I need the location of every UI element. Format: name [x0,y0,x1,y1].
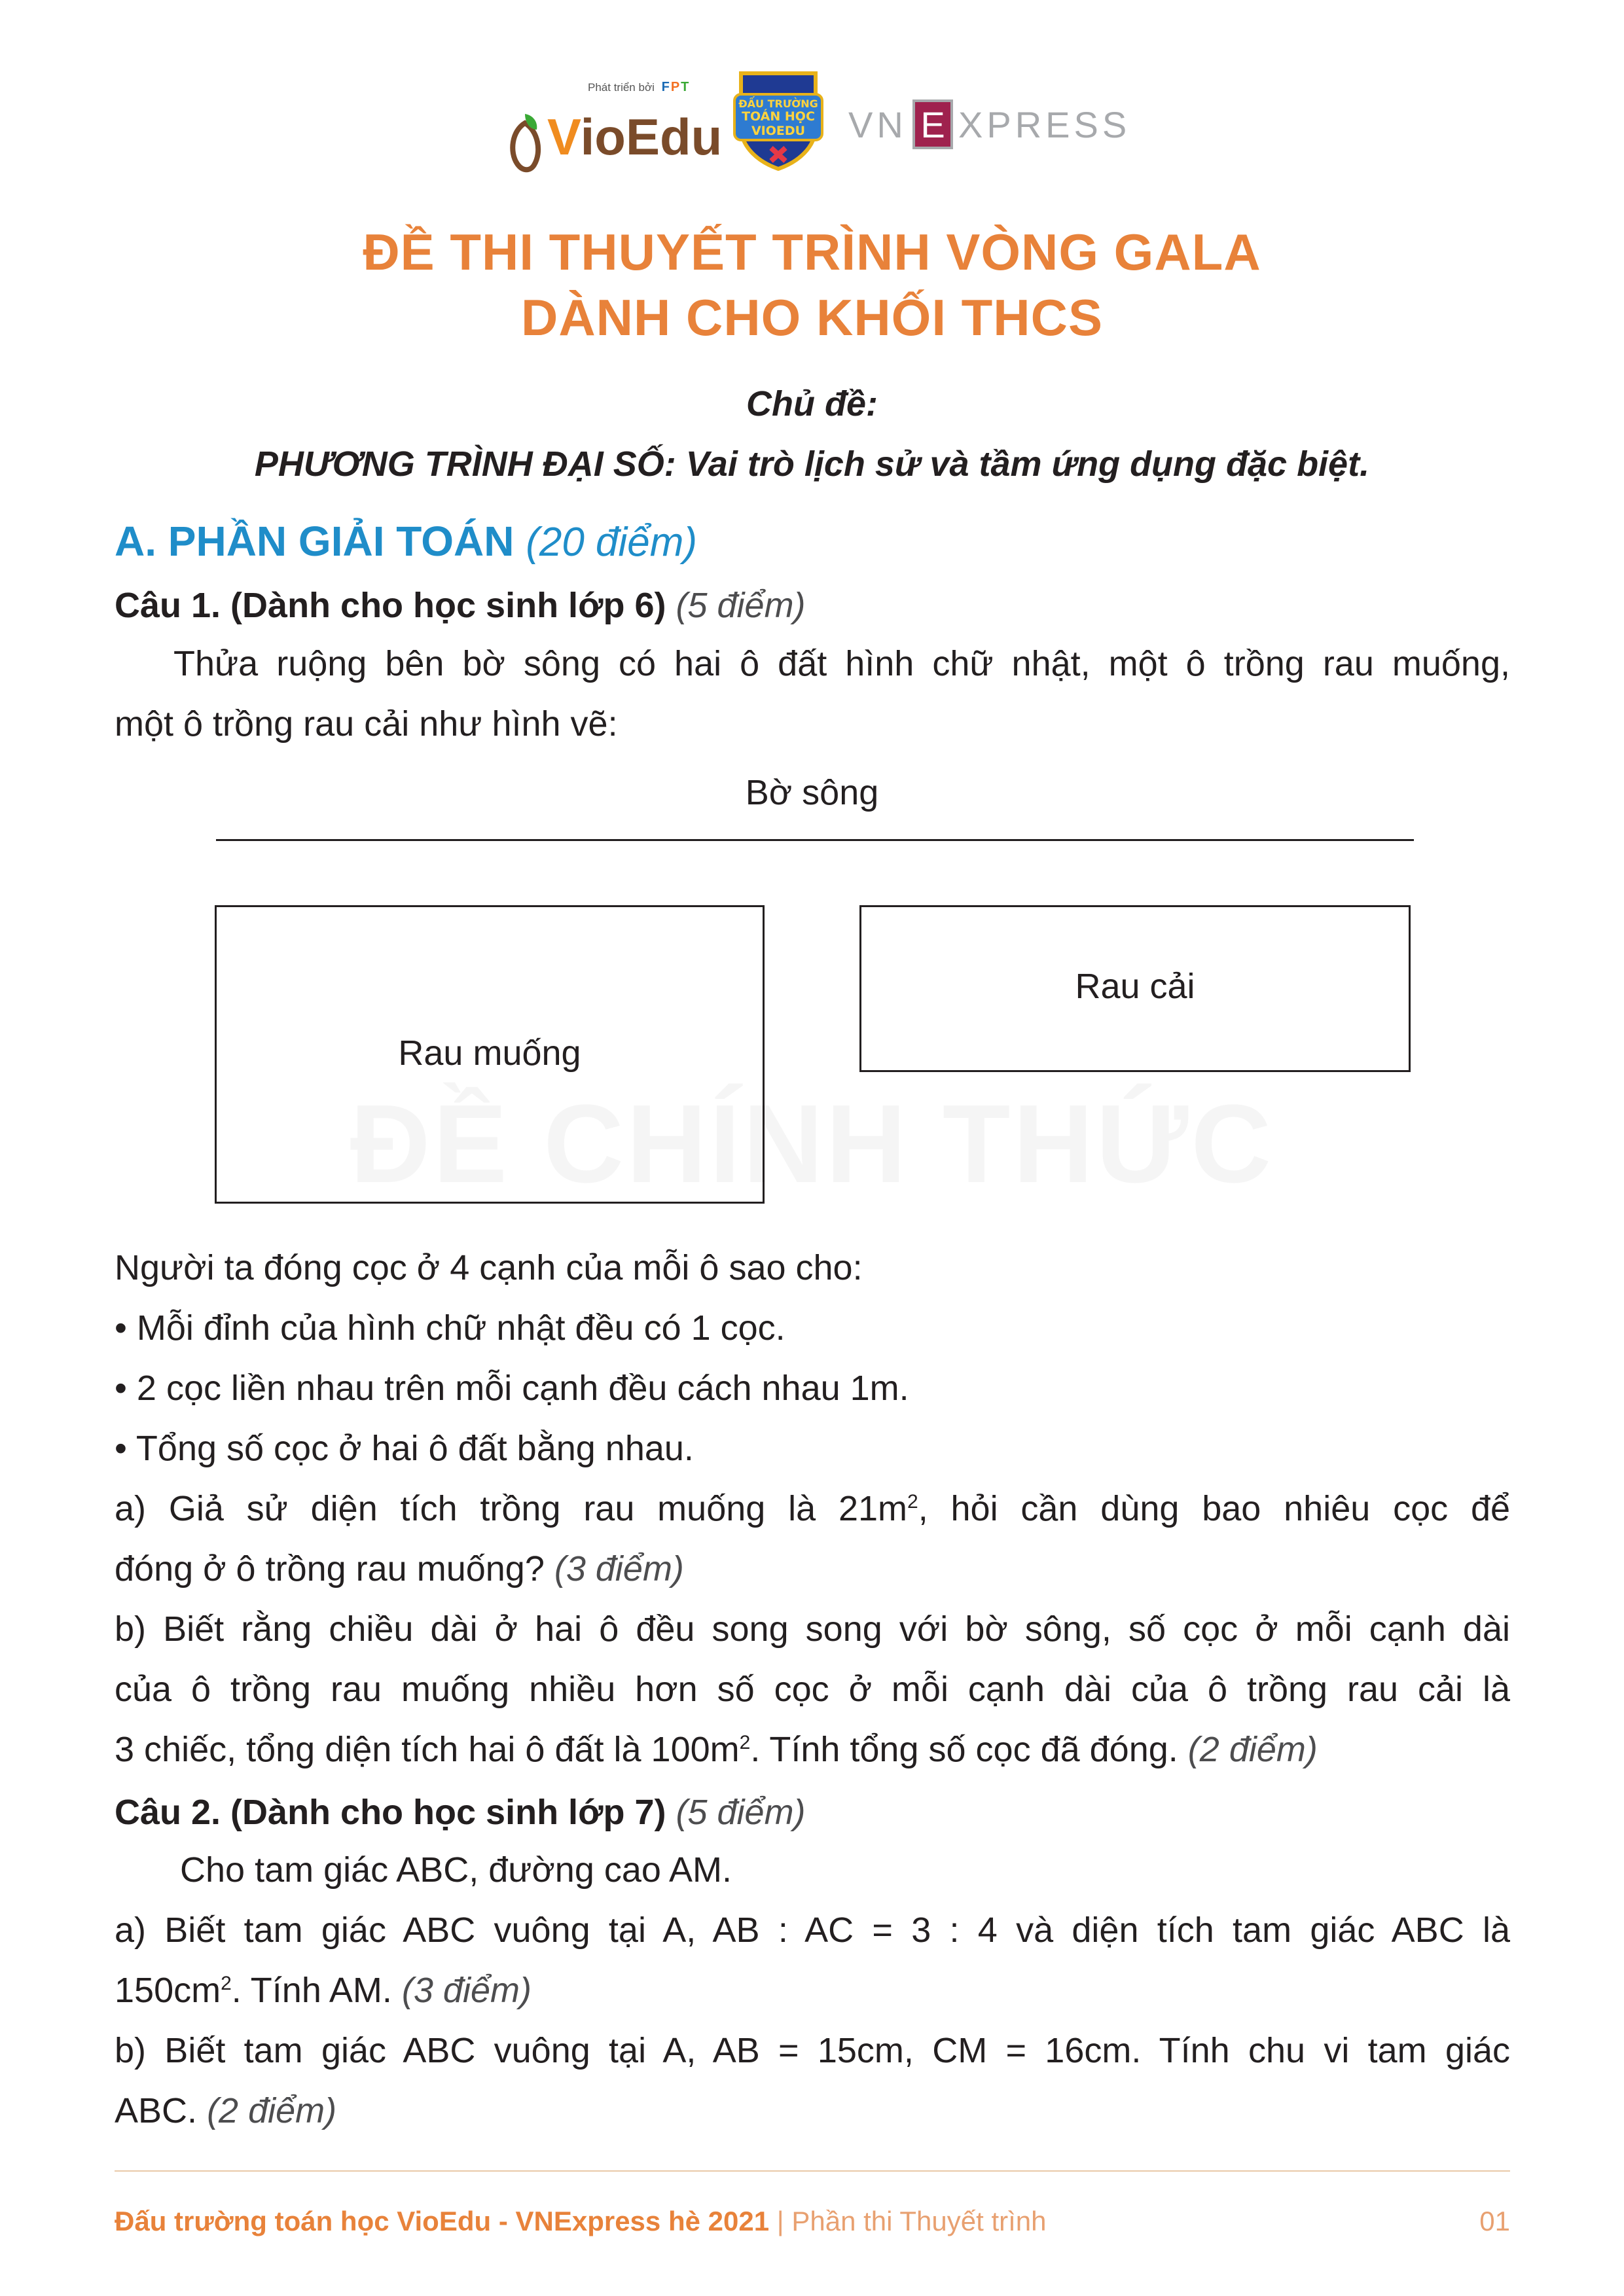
plot-rau-muong: Rau muống [215,905,765,1204]
footer-divider [115,2170,1510,2172]
q2-part-a-line2: $150cm^2$. Tính AM. (3 điểm) [115,1971,532,2010]
q2-intro: Cho tam giác ABC, đường cao AM. [180,1850,732,1890]
developer-credit: Phát triển bởi FPT [588,80,691,94]
q1-rule-1: • Mỗi đỉnh của hình chữ nhật đều có 1 cọc. [115,1308,785,1348]
q2-part-a-line1: a) Biết tam giác ABC vuông tại A, AB : AC = 3 : 4 và diện tích tam giác ABC là [115,1910,1510,1950]
q1-rule-3: • Tổng số cọc ở hai ô đất bằng nhau. [115,1429,694,1468]
q1-rules-intro: Người ta đóng cọc ở 4 cạnh của mỗi ô sao cho: [115,1248,863,1287]
subject-label: Chủ đề: [746,384,878,423]
page-title-line1: ĐỀ THI THUYẾT TRÌNH VÒNG GALA [363,223,1261,281]
q1-part-a-line1: a) Giả sử diện tích trồng rau muống là $21m^2$, hỏi cần dùng bao nhiêu cọc để [115,1489,1511,1528]
question-1-heading: Câu 1. (Dành cho học sinh lớp 6) (5 điểm) [115,586,806,625]
fpt-logo: FPT [661,80,691,94]
q2-part-b-line1: b) Biết tam giác ABC vuông tại A, AB = 15cm, CM = 16cm. Tính chu vi tam giác [115,2031,1510,2070]
q1-rule-2: • 2 cọc liền nhau trên mỗi cạnh đều cách nhau 1m. [115,1369,909,1408]
q1-part-a-line2: đóng ở ô trồng rau muống? (3 điểm) [115,1549,684,1588]
contest-shield-logo [732,67,825,171]
page-title-line2: DÀNH CHO KHỐI THCS [521,289,1103,346]
plot-rau-cai: Rau cải [859,905,1411,1072]
page-number: 01 [1479,2206,1510,2236]
section-a-heading: A. PHẦN GIẢI TOÁN (20 điểm) [115,518,698,565]
q1-intro-line1: Thửa ruộng bên bờ sông có hai ô đất hình chữ nhật, một ô trồng rau muống, [173,644,1510,683]
footer-text: Đấu trường toán học VioEdu - VNExpress hè 2021 | Phần thi Thuyết trình [115,2206,1047,2236]
vioedu-logo: VioEdu [504,106,707,171]
vioedu-seed-icon [504,111,546,177]
header-logos [0,65,1624,177]
river-label: Bờ sông [745,773,879,812]
river-line [216,839,1414,841]
q1-part-b-line2: của ô trồng rau muống nhiều hơn số cọc ở mỗi cạnh dài của ô trồng rau cải là [115,1670,1510,1709]
question-2-heading: Câu 2. (Dành cho học sinh lớp 7) (5 điểm) [115,1793,806,1832]
subject-text: PHƯƠNG TRÌNH ĐẠI SỐ: Vai trò lịch sử và tầm ứng dụng đặc biệt. [254,444,1370,484]
svg-text:VIOEDU: VIOEDU [751,124,806,138]
q2-part-b-line2: ABC. (2 điểm) [115,2091,337,2130]
svg-text:TOÁN HỌC: TOÁN HỌC [742,109,815,124]
vnexpress-logo: VN E XPRESS [848,97,1123,156]
svg-text:ĐẤU TRƯỜNG: ĐẤU TRƯỜNG [738,98,818,110]
watermark [0,1080,1624,1208]
q1-part-b-line1: b) Biết rằng chiều dài ở hai ô đều song song với bờ sông, số cọc ở mỗi cạnh dài [115,1609,1510,1649]
q1-intro-line2: một ô trồng rau cải như hình vẽ: [115,704,618,744]
q1-part-b-line3: 3 chiếc, tổng diện tích hai ô đất là $100m^2$. Tính tổng số cọc đã đóng. (2 điểm) [115,1730,1318,1769]
